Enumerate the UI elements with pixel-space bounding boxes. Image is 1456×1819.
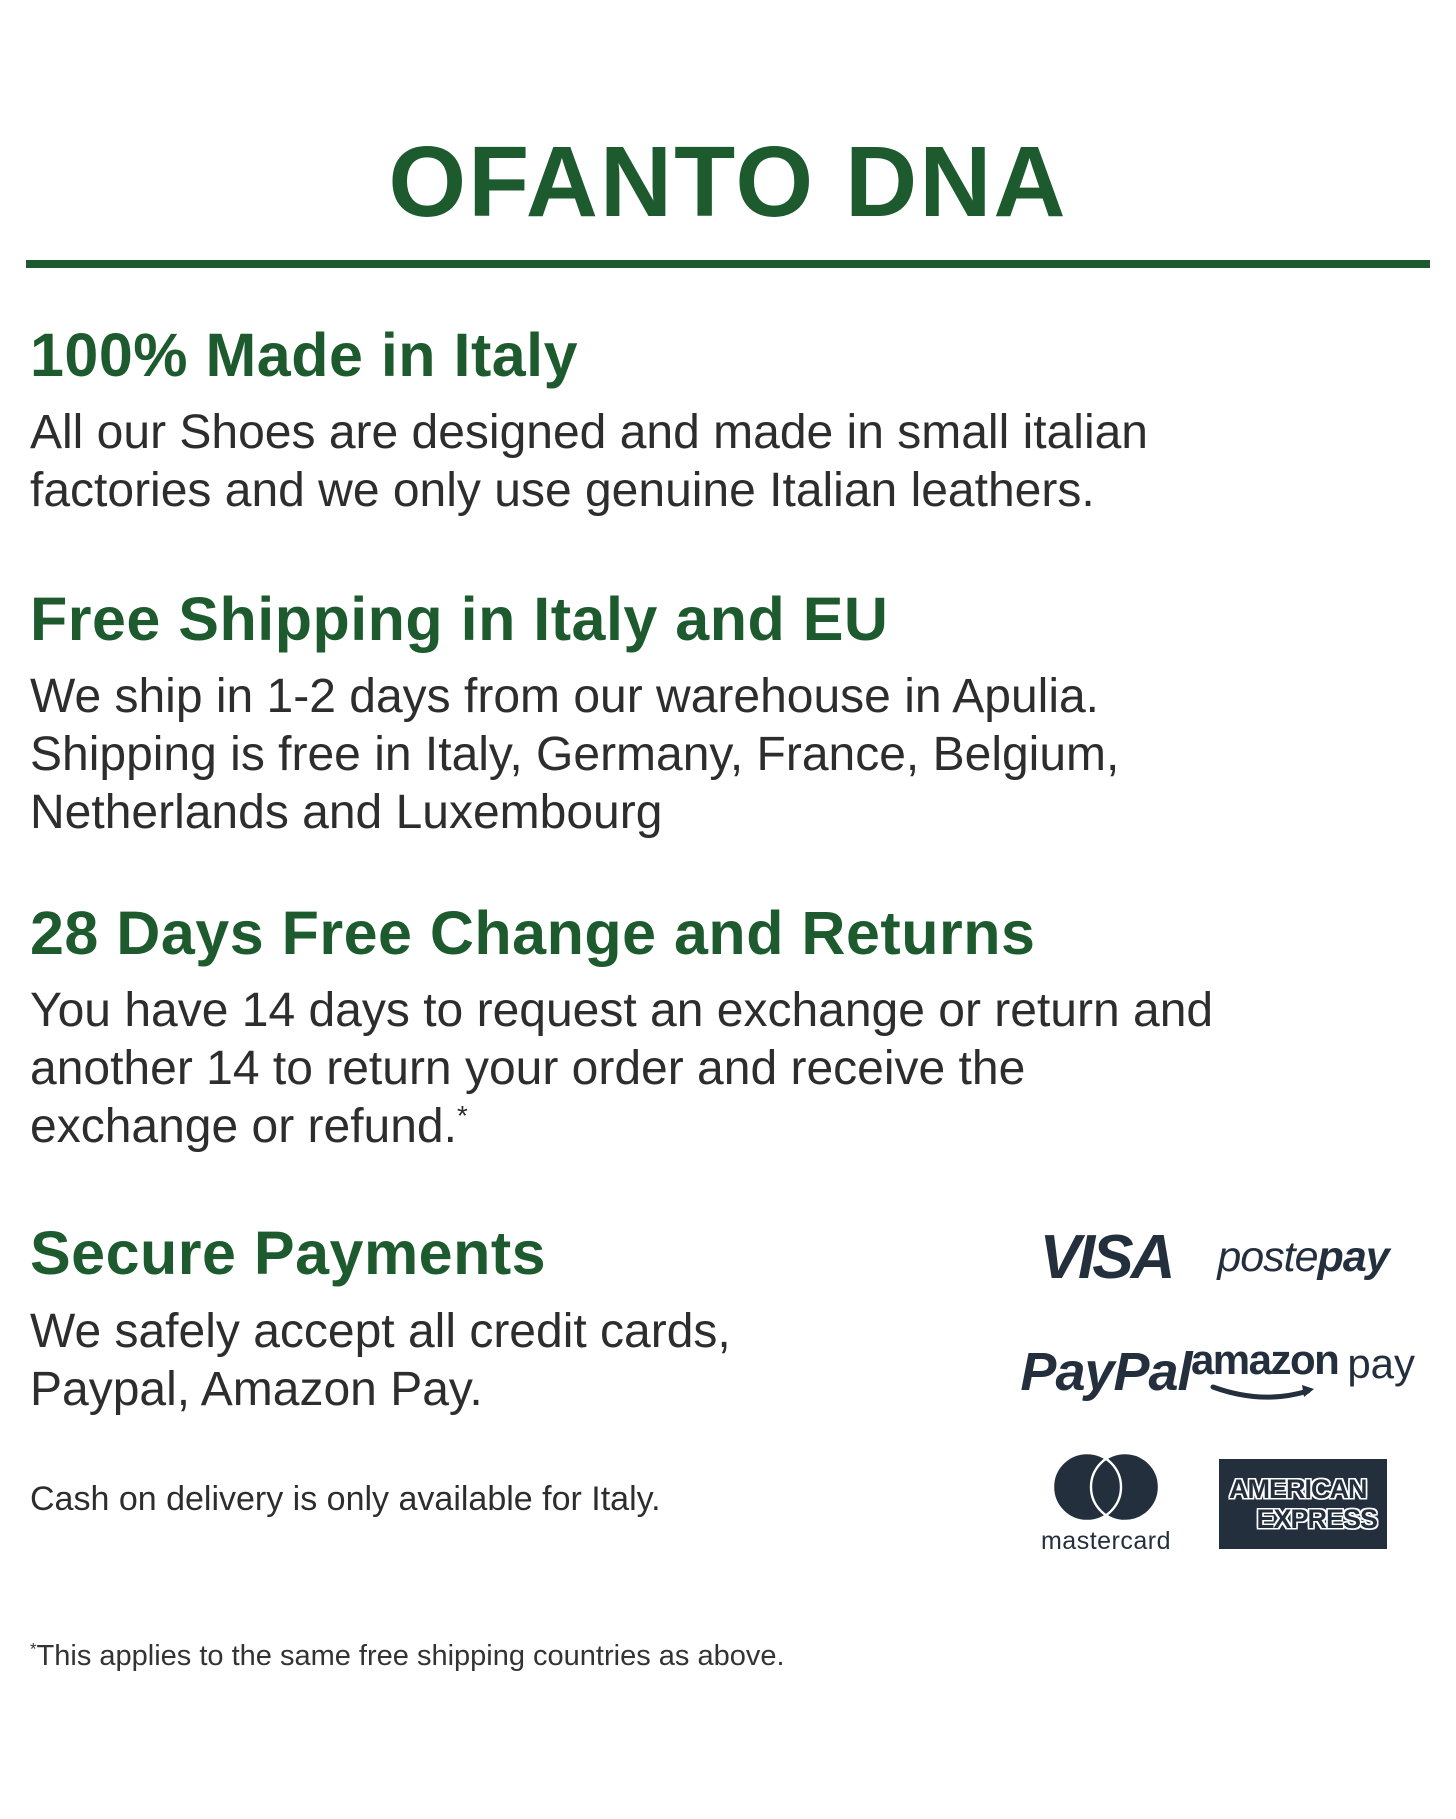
mastercard-circles-icon [1050, 1451, 1162, 1525]
payment-logos [1012, 1222, 1416, 1556]
mastercard-label: mastercard [1040, 1527, 1172, 1556]
postepay-logo-light: poste [1217, 1233, 1318, 1282]
section-heading: 100% Made in Italy [30, 321, 579, 389]
amex-word-american: AMERICAN [1229, 1473, 1367, 1504]
paragraph-line: You have 14 days to request an exchange or return and [30, 984, 1214, 1038]
content-area [0, 320, 1456, 1673]
amazon-word: amazon [1190, 1336, 1339, 1384]
page-title: OFANTO DNA [388, 126, 1068, 238]
title-divider [26, 260, 1430, 268]
visa-logo: VISA [1039, 1223, 1173, 1293]
section-heading: Secure Payments [30, 1219, 547, 1288]
paragraph-line: Shipping is free in Italy, Germany, France, Belgium, [30, 728, 1120, 782]
paragraph-line: another 14 to return your order and receive the [30, 1042, 1026, 1096]
section-heading: Free Shipping in Italy and EU [30, 585, 889, 654]
footnote-marker: * [456, 1100, 468, 1132]
cash-on-delivery-note: Cash on delivery is only available for Italy. [30, 1479, 661, 1518]
amazon-smile-icon [1210, 1383, 1320, 1405]
postepay-logo-bold: pay [1317, 1233, 1389, 1282]
paragraph-line-text: exchange or refund. [30, 1100, 457, 1154]
section-secure-payments [30, 1218, 1422, 1556]
paragraph-line: All our Shoes are designed and made in small italian [30, 406, 1148, 460]
section-change-returns [30, 898, 1422, 1156]
paypal-logo: PayPal [1020, 1342, 1192, 1403]
amazon-pay-word: pay [1347, 1340, 1416, 1388]
mastercard-logo [1041, 1451, 1171, 1556]
postepay-logo [1217, 1233, 1388, 1282]
paragraph-line [30, 1098, 1422, 1156]
section-made-in-italy [30, 320, 1422, 520]
amazon-word-with-smile [1190, 1336, 1339, 1405]
section-free-shipping [30, 584, 1422, 842]
amex-word-express: EXPRESS [1256, 1503, 1377, 1534]
secure-payments-text [30, 1218, 1012, 1520]
american-express-logo [1219, 1459, 1387, 1549]
amazon-pay-logo [1190, 1336, 1416, 1405]
paragraph-line: factories and we only use genuine Italian leathers. [30, 464, 1095, 518]
footnote-text: This applies to the same free shipping countries as above. [36, 1640, 785, 1673]
paragraph-line: Paypal, Amazon Pay. [30, 1362, 483, 1416]
paragraph-line: Netherlands and Luxembourg [30, 786, 663, 840]
paragraph-line: We safely accept all credit cards, [30, 1304, 731, 1358]
page-footnote [30, 1640, 1422, 1673]
paragraph-line: We ship in 1-2 days from our warehouse in Apulia. [30, 670, 1100, 724]
footnote-marker: * [30, 1639, 37, 1659]
section-heading: 28 Days Free Change and Returns [30, 899, 1036, 968]
